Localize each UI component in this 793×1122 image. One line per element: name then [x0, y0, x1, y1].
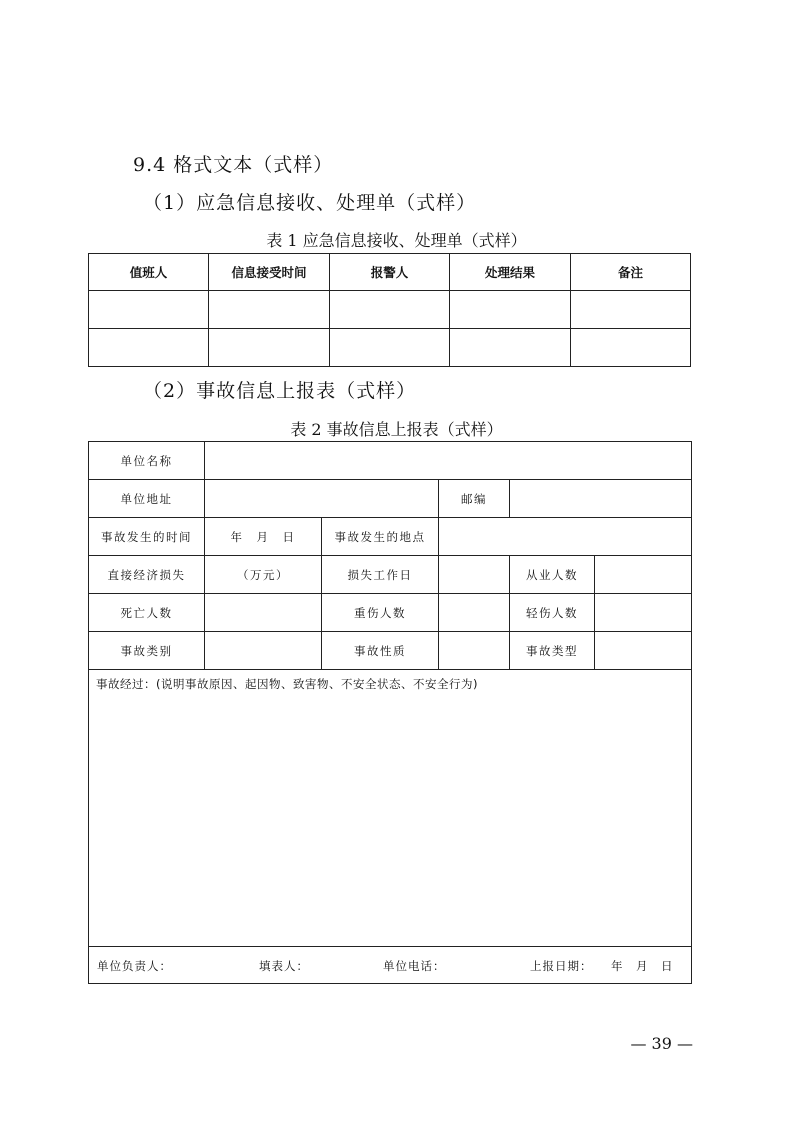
- value-unit-name: [205, 442, 692, 480]
- label-type: 事故类型: [510, 632, 595, 670]
- label-unit-name: 单位名称: [89, 442, 205, 480]
- table-header-row: [89, 254, 691, 291]
- table-row: [89, 947, 692, 984]
- accident-description: 事故经过：(说明事故原因、起因物、致害物、不安全状态、不安全行为): [89, 670, 692, 947]
- section-heading: 9.4 格式文本（式样）: [133, 154, 334, 176]
- table-row: [89, 291, 691, 329]
- header-result: 处理结果: [450, 254, 571, 291]
- value-unit-address: [205, 480, 439, 518]
- label-filled-by: 填表人：: [259, 959, 309, 973]
- table-row: [89, 670, 692, 947]
- subsection-heading-2: （2）事故信息上报表（式样）: [143, 380, 417, 402]
- label-direct-loss: 直接经济损失: [89, 556, 205, 594]
- value-minor-injuries: [595, 594, 692, 632]
- label-accident-time: 事故发生的时间: [89, 518, 205, 556]
- table-row: [89, 442, 692, 480]
- label-lost-workdays: 损失工作日: [322, 556, 439, 594]
- blank-cell: [450, 291, 571, 329]
- label-nature: 事故性质: [322, 632, 439, 670]
- label-accident-place: 事故发生的地点: [322, 518, 439, 556]
- table-row: [89, 329, 691, 367]
- label-unit-head: 单位负责人：: [97, 959, 172, 973]
- blank-cell: [330, 329, 450, 367]
- label-employees: 从业人数: [510, 556, 595, 594]
- label-category: 事故类别: [89, 632, 205, 670]
- label-minor-injuries: 轻伤人数: [510, 594, 595, 632]
- header-receive-time: 信息接受时间: [209, 254, 330, 291]
- value-serious-injuries: [439, 594, 510, 632]
- table2-caption: 表 2 事故信息上报表（式样）: [290, 420, 503, 439]
- header-reporter: 报警人: [330, 254, 450, 291]
- value-deaths: [205, 594, 322, 632]
- subsection-heading-1: （1）应急信息接收、处理单（式样）: [143, 192, 477, 214]
- accident-report-table: [88, 441, 692, 984]
- value-accident-place: [439, 518, 692, 556]
- label-deaths: 死亡人数: [89, 594, 205, 632]
- value-report-date: 年 月 日: [611, 959, 674, 973]
- blank-cell: [330, 291, 450, 329]
- table-row: [89, 518, 692, 556]
- emergency-info-table: [88, 253, 691, 367]
- blank-cell: [89, 291, 209, 329]
- signature-row: [89, 947, 692, 984]
- table-row: [89, 632, 692, 670]
- blank-cell: [209, 291, 330, 329]
- label-unit-address: 单位地址: [89, 480, 205, 518]
- blank-cell: [571, 329, 691, 367]
- blank-cell: [209, 329, 330, 367]
- table-row: [89, 594, 692, 632]
- value-lost-workdays: [439, 556, 510, 594]
- table-row: [89, 480, 692, 518]
- blank-cell: [571, 291, 691, 329]
- header-duty-person: 值班人: [89, 254, 209, 291]
- label-postcode: 邮编: [439, 480, 510, 518]
- value-employees: [595, 556, 692, 594]
- header-remark: 备注: [571, 254, 691, 291]
- table-row: [89, 556, 692, 594]
- label-report-date: 上报日期：: [530, 959, 593, 973]
- blank-cell: [89, 329, 209, 367]
- value-nature: [439, 632, 510, 670]
- value-accident-date: 年 月 日: [205, 518, 322, 556]
- value-category: [205, 632, 322, 670]
- blank-cell: [450, 329, 571, 367]
- value-postcode: [510, 480, 692, 518]
- table1-caption: 表 1 应急信息接收、处理单（式样）: [266, 231, 527, 250]
- page-number: — 39 —: [630, 1034, 693, 1053]
- label-unit-phone: 单位电话：: [383, 959, 446, 973]
- value-type: [595, 632, 692, 670]
- value-loss-unit: （万元）: [205, 556, 322, 594]
- label-serious-injuries: 重伤人数: [322, 594, 439, 632]
